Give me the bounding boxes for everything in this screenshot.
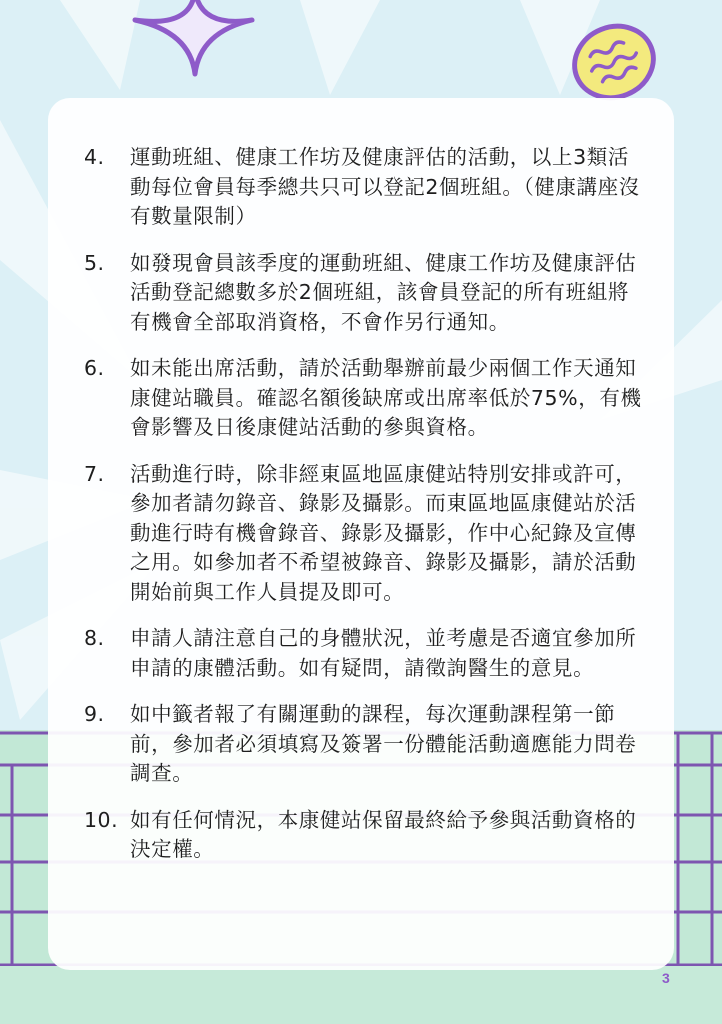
- list-item: [84, 143, 644, 232]
- rules-list: [84, 143, 644, 882]
- item-text: 如未能出席活動，請於活動舉辦前最少兩個工作天通知康健站職員。確認名額後缺席或出席率低於75%，有機會影響及日後康健站活動的參與資格。: [130, 356, 642, 439]
- list-item: [84, 249, 644, 338]
- list-item: [84, 700, 644, 789]
- item-text: 如有任何情況，本康健站保留最終給予參與活動資格的決定權。: [130, 807, 637, 861]
- list-item: [84, 460, 644, 608]
- list-item: [84, 354, 644, 443]
- item-number: 6.: [84, 356, 105, 380]
- item-number: 9.: [84, 702, 105, 726]
- item-number: 7.: [84, 461, 105, 486]
- item-number: 5.: [84, 250, 105, 275]
- item-number: 10.: [84, 807, 119, 832]
- page-number: 3: [662, 970, 670, 986]
- item-text: 活動進行時，除非經東區地區康健站特別安排或許可，參加者請勿錄音、錄影及攝影。而東區地區康健站於活動進行時有機會錄音、錄影及攝影，作中心紀錄及宣傳之用。如參加者不希望被錄音、錄影及攝影，請於活動開始前與工作人員提及即可。: [130, 461, 637, 604]
- list-item: [84, 624, 644, 683]
- item-number: 8.: [84, 626, 105, 650]
- item-text: 如中籤者報了有關運動的課程，每次運動課程第一節前，參加者必須填寫及簽署一份體能活動適應能力問卷調查。: [130, 702, 637, 785]
- item-text: 申請人請注意自己的身體狀況，並考慮是否適宜參加所申請的康體活動。如有疑問，請徵詢醫生的意見。: [130, 626, 637, 680]
- item-number: 4.: [84, 145, 105, 169]
- item-text: 運動班組、健康工作坊及健康評估的活動，以上3類活動每位會員每季總共只可以登記2個班組。（健康講座沒有數量限制）: [130, 145, 640, 228]
- item-text: 如發現會員該季度的運動班組、健康工作坊及健康評估活動登記總數多於2個班組，該會員登記的所有班組將有機會全部取消資格，不會作另行通知。: [130, 250, 637, 334]
- list-item: [84, 806, 644, 865]
